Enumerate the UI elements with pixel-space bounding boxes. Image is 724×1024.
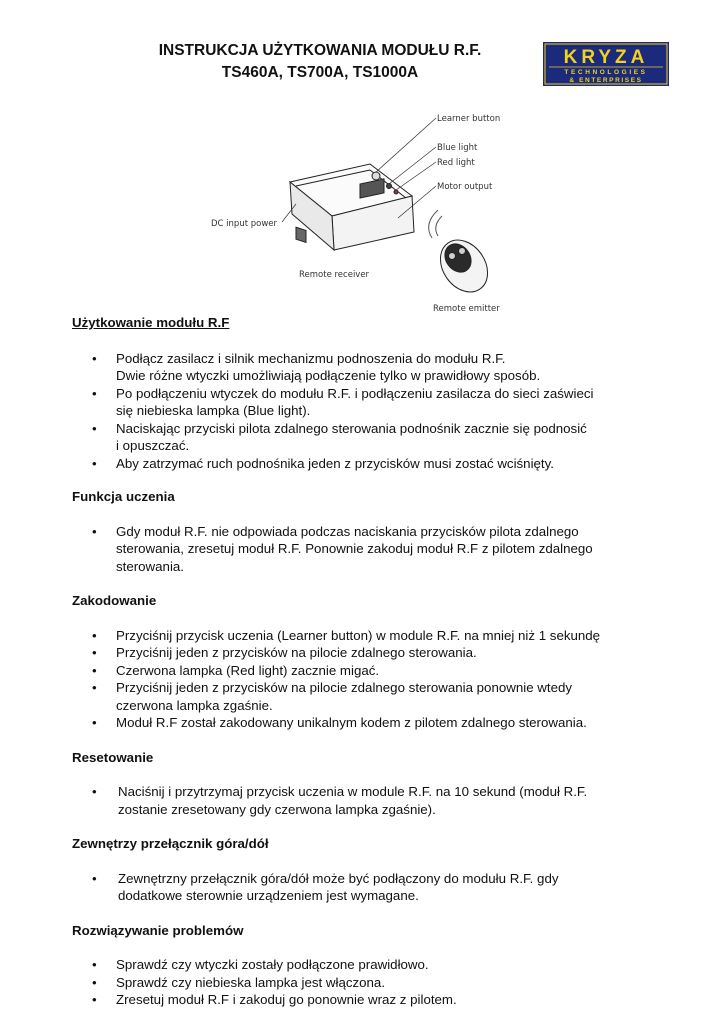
reset-list: [72, 783, 672, 818]
kryza-logo: [543, 42, 669, 86]
list-item: • Aby zatrzymać ruch podnośnika jeden z przycisków musi zostać wciśnięty.: [72, 455, 672, 473]
learner-leader-line: [376, 118, 436, 172]
red-leader-line: [396, 162, 436, 190]
remote-receiver-illustration: [290, 164, 414, 250]
section-heading-troubleshooting: Rozwiązywanie problemów: [72, 922, 244, 938]
rf-module-diagram: [200, 104, 530, 319]
label-learner-button: Learner button: [437, 114, 501, 124]
label-motor-output: Motor output: [437, 182, 493, 192]
label-red-light: Red light: [437, 158, 475, 168]
remote-emitter-illustration: [429, 210, 498, 301]
coding-list: [72, 627, 672, 732]
list-item: • Przyciśnij jeden z przycisków na pilocie zdalnego sterowania.: [72, 644, 672, 662]
document-title: [100, 40, 540, 84]
label-dc-input-power: DC input power: [211, 219, 278, 229]
label-remote-receiver: Remote receiver: [299, 270, 370, 280]
list-item: • Zresetuj moduł R.F i zakoduj go ponownie wraz z pilotem.: [72, 991, 672, 1009]
list-item: • Gdy moduł R.F. nie odpowiada podczas naciskania przycisków pilota zdalnego sterowania, zresetuj moduł R.F. Ponownie zakoduj moduł R.F z pilotem zdalnego sterowania.: [72, 523, 672, 576]
logo-main-text: KRYZA: [563, 47, 649, 68]
list-item: • Czerwona lampka (Red light) zacznie migać.: [72, 662, 672, 680]
title-line-2: TS460A, TS700A, TS1000A: [221, 64, 419, 81]
list-item: • Sprawdź czy niebieska lampka jest włączona.: [72, 974, 672, 992]
troubleshooting-list: [72, 956, 672, 1009]
learning-list: [72, 523, 672, 576]
external-switch-list: [72, 870, 672, 905]
usage-list: [72, 350, 672, 473]
logo-sub-text-2: & ENTERPRISES: [569, 77, 643, 84]
list-item: • Przyciśnij przycisk uczenia (Learner button) w module R.F. na mniej niż 1 sekundę: [72, 627, 672, 645]
label-blue-light: Blue light: [437, 143, 478, 153]
label-remote-emitter: Remote emitter: [433, 304, 500, 314]
logo-sub-text-1: TECHNOLOGIES: [564, 69, 648, 76]
list-item: • Naciskając przyciski pilota zdalnego sterowania podnośnik zacznie się podnosić i opuszczać.: [72, 420, 672, 455]
section-heading-coding: Zakodowanie: [72, 593, 157, 608]
list-item: • Sprawdź czy wtyczki zostały podłączone prawidłowo.: [72, 956, 672, 974]
list-item: • Po podłączeniu wtyczek do modułu R.F. i podłączeniu zasilacza do sieci zaświeci się niebieska lampka (Blue light).: [72, 385, 672, 420]
section-heading-external-switch: Zewnętrzy przełącznik góra/dół: [72, 836, 269, 851]
section-heading-usage: Użytkowanie modułu R.F: [72, 315, 230, 330]
list-item: • Przyciśnij jeden z przycisków na pilocie zdalnego sterowania ponownie wtedy czerwona lampka zgaśnie.: [72, 679, 672, 714]
section-heading-reset: Resetowanie: [72, 749, 154, 765]
list-item: • Podłącz zasilacz i silnik mechanizmu podnoszenia do modułu R.F. Dwie różne wtyczki umożliwiają podłączenie tylko w prawidłowy sposób.: [72, 350, 672, 385]
list-item: • Moduł R.F został zakodowany unikalnym kodem z pilotem zdalnego sterowania.: [72, 714, 672, 732]
section-heading-learning: Funkcja uczenia: [72, 489, 175, 504]
list-item: • Naciśnij i przytrzymaj przycisk uczenia w module R.F. na 10 sekund (moduł R.F. zostanie zresetowany gdy czerwona lampka zgaśnie).: [72, 783, 672, 818]
instructions-body: [72, 314, 672, 1009]
title-line-1: INSTRUKCJA UŻYTKOWANIA MODUŁU R.F.: [158, 42, 482, 59]
list-item: • Zewnętrzny przełącznik góra/dół może być podłączony do modułu R.F. gdy dodatkowe sterownie urządzeniem jest wymagane.: [72, 870, 672, 905]
